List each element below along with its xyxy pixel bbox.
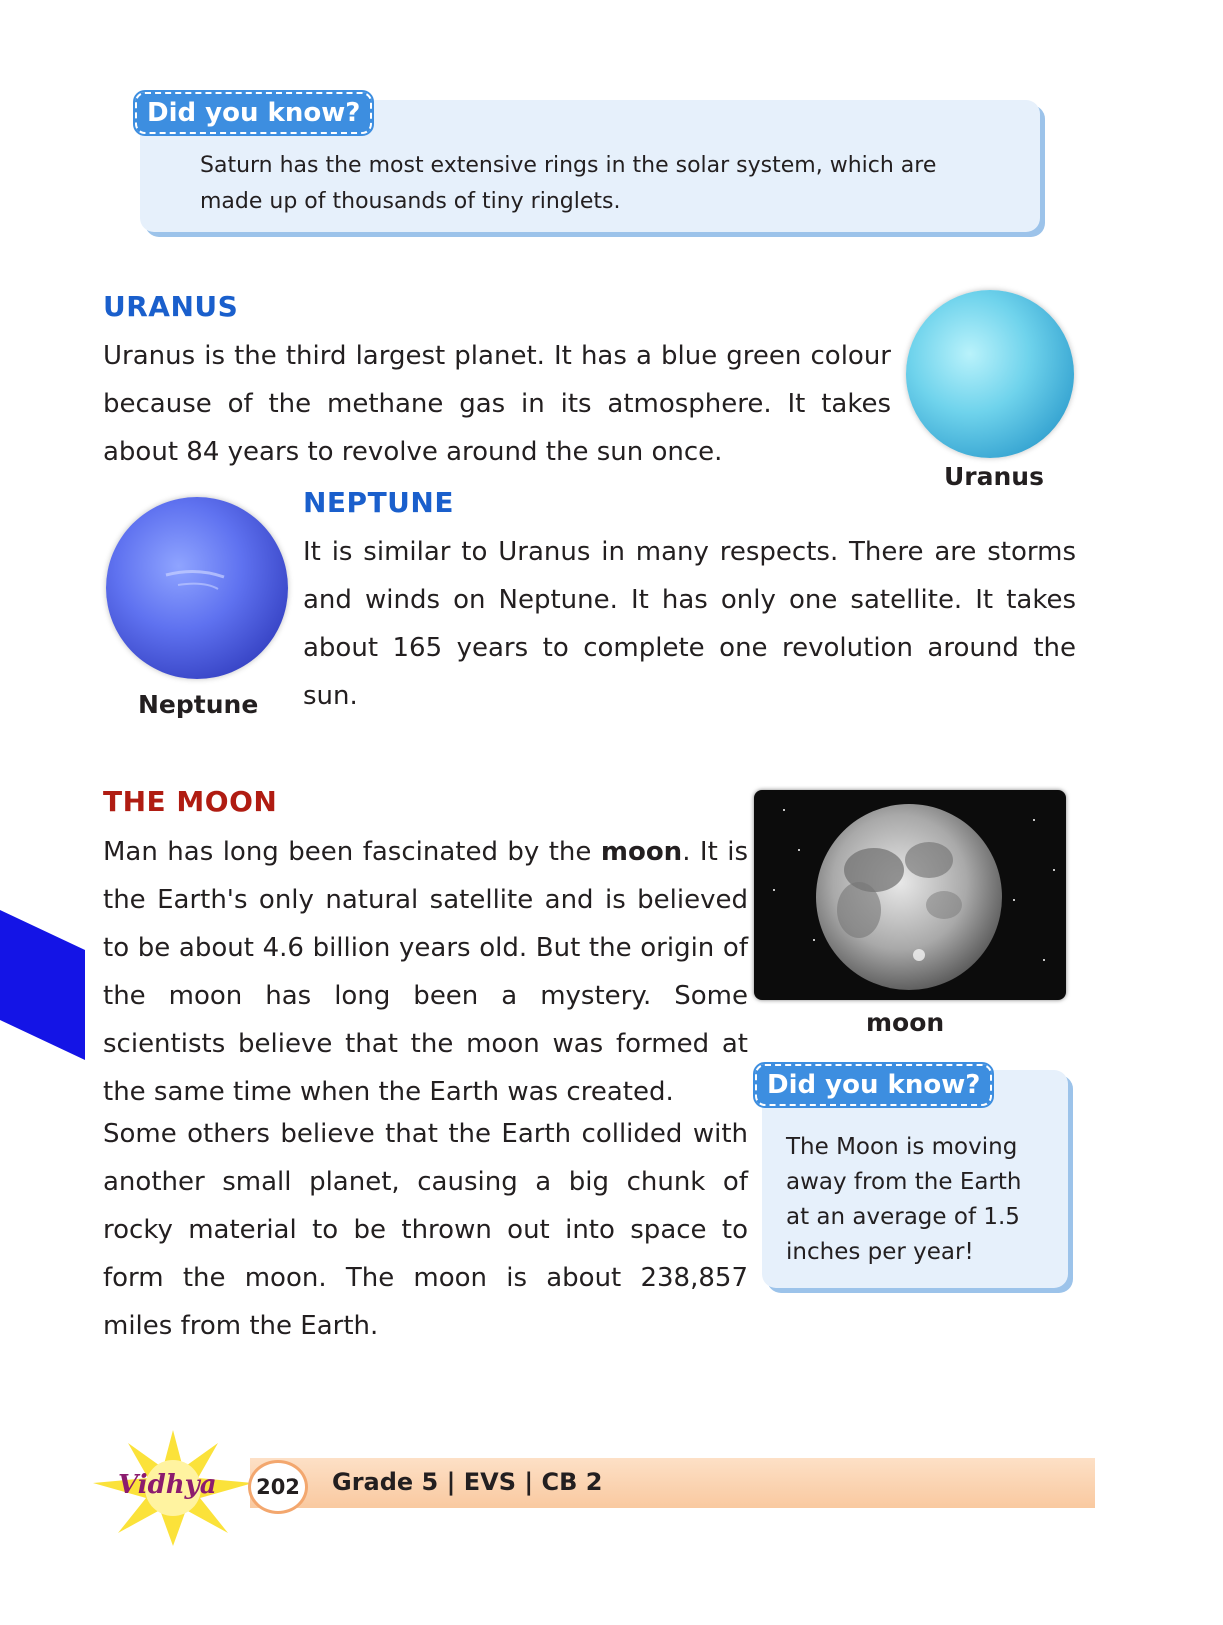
did-you-know-text-2: The Moon is moving away from the Earth at an average of 1.5 inches per year! <box>786 1134 1022 1265</box>
page-number-badge <box>248 1460 308 1514</box>
vidhya-logo-text: Vidhya <box>118 1470 217 1500</box>
moon-caption: moon <box>866 1008 945 1037</box>
neptune-heading: NEPTUNE <box>303 486 454 519</box>
did-you-know-tag: Did you know? <box>135 92 372 134</box>
moon-text-rest: . It is the Earth's only natural satellite and is believed to be about 4.6 billion years old. But the origin of the moon has long been a mystery. Some scientists believe that the moon was formed at the same time when the Earth was created. <box>103 837 748 1107</box>
uranus-caption: Uranus <box>944 462 1044 491</box>
neptune-caption: Neptune <box>138 690 259 719</box>
uranus-paragraph: Uranus is the third largest planet. It has a blue green colour because of the methane gas in its atmosphere. It takes about 84 years to revolve around the sun once. <box>103 341 891 467</box>
moon-photo-icon <box>754 790 1066 1000</box>
neptune-clouds-icon <box>106 497 288 679</box>
moon-bold-word: moon <box>600 837 683 867</box>
footer-title: Grade 5 | EVS | CB 2 <box>332 1468 603 1496</box>
did-you-know-tag-2: Did you know? <box>755 1064 992 1106</box>
moon-image <box>754 790 1066 1000</box>
page-number: 202 <box>256 1475 300 1499</box>
neptune-paragraph: It is similar to Uranus in many respects. There are storms and winds on Neptune. It has only one satellite. It takes about 165 years to complete one revolution around the sun. <box>303 537 1076 711</box>
uranus-heading: URANUS <box>103 290 239 323</box>
neptune-image <box>106 497 288 679</box>
moon-paragraph-2: Some others believe that the Earth collided with another small planet, causing a big chunk of rocky material to be thrown out into space to form the moon. The moon is about 238,857 miles from the Earth. <box>103 1119 748 1341</box>
uranus-image <box>906 290 1074 458</box>
did-you-know-text: Saturn has the most extensive rings in the solar system, which are made up of thousands of tiny ringlets. <box>200 153 937 214</box>
moon-text-start: Man has long been fascinated by the <box>103 837 601 867</box>
side-tab-decoration <box>0 910 90 1060</box>
moon-paragraph-1 <box>103 828 748 1116</box>
moon-heading: THE MOON <box>103 785 278 818</box>
